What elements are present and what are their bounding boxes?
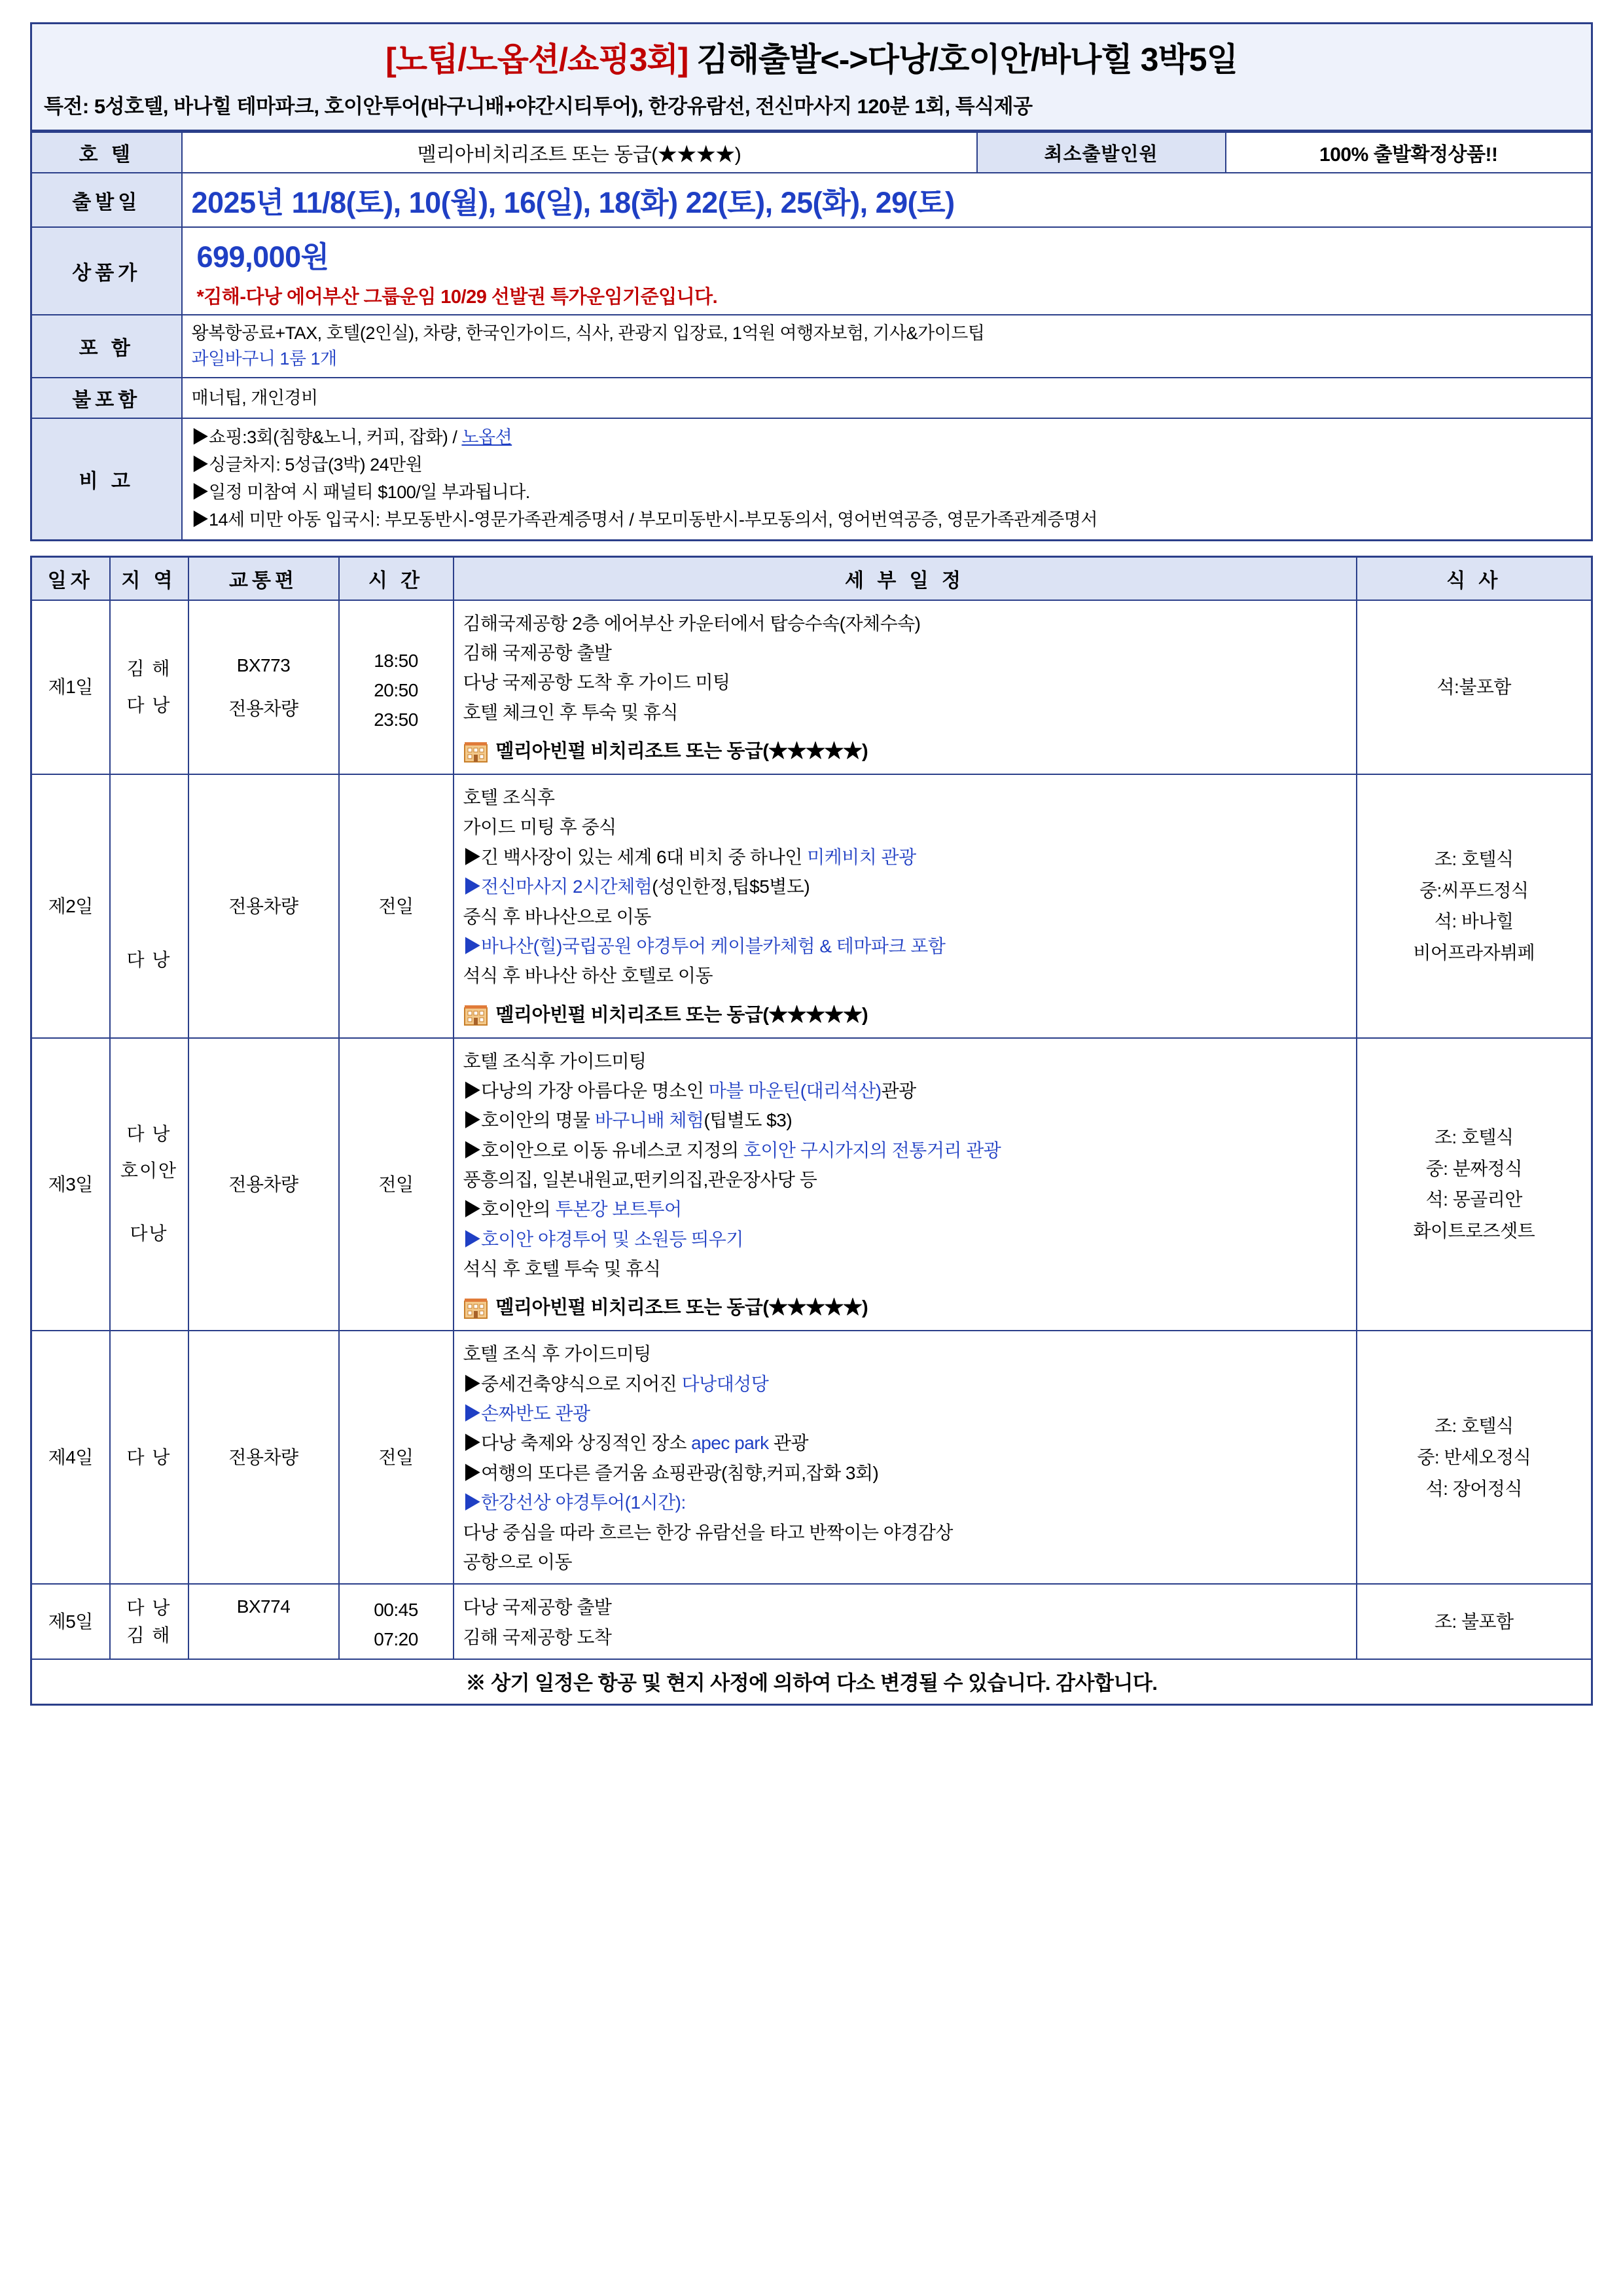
day1-area-2: 다 낭 [126,694,171,715]
min-people-label: 최소출발인원 [977,132,1226,173]
day5-time-2: 07:20 [374,1629,418,1650]
day1-meal-1: 석:불포함 [1436,677,1511,698]
day2-detail-7: 석식 후 바나산 하산 호텔로 이동 [463,965,713,986]
day2-areas [110,774,188,1037]
day3-area-1: 다 낭 [126,1124,171,1145]
table-row-footer [31,1659,1592,1705]
excluded-label: 불포함 [31,378,182,418]
day2-meal-3: 석: 바나힐 [1434,911,1514,932]
table-row-included [31,315,1592,378]
excluded-value: 매너팁, 개인경비 [182,378,1592,418]
col-day: 일자 [31,556,110,600]
day1-transport-2: 전용차량 [228,698,298,719]
day3-meals [1357,1038,1592,1331]
hotel-icon [463,1004,488,1026]
day1-detail-3: 다낭 국제공항 도착 후 가이드 미팅 [463,672,730,693]
day1-hotel-row [463,736,1349,767]
remark-item-2: ▶싱글차지: 5성급(3박) 24만원 [191,455,423,475]
col-time: 시 간 [339,556,454,600]
day2-area-1: 다 낭 [126,949,171,970]
day2-meal-1: 조: 호텔식 [1434,849,1514,870]
product-info-table [30,132,1593,541]
table-row [31,1584,1592,1659]
day2-meals [1357,774,1592,1037]
day4-area-1: 다 낭 [126,1446,171,1467]
day4-detail-1: 호텔 조식 후 가이드미팅 [463,1344,651,1365]
day3-time: 전일 [339,1038,454,1331]
table-row [31,774,1592,1037]
day3-label: 제3일 [31,1038,110,1331]
day1-transport [188,600,339,774]
day3-detail-4: ▶호이안으로 이동 유네스코 지정의 호이안 구시가지의 전통거리 관광 [463,1139,1001,1160]
day5-meal-1: 조: 불포함 [1434,1611,1514,1632]
day5-detail-1: 다낭 국제공항 출발 [463,1597,612,1618]
page-title [44,33,1579,81]
day2-detail-4: ▶전신마사지 2시간체험(성인한정,팁$5별도) [463,876,810,897]
day4-detail-4: ▶다낭 축제와 상징적인 장소 apec park 관광 [463,1433,809,1454]
day2-detail-3: ▶긴 백사장이 있는 세계 6대 비치 중 하나인 미케비치 관광 [463,846,916,867]
day2-label: 제2일 [31,774,110,1037]
day5-time-1: 00:45 [374,1600,418,1621]
itinerary-header-row [31,556,1592,600]
day4-meal-2: 중: 반세오정식 [1417,1447,1531,1468]
day3-hotel-row [463,1293,1349,1323]
day3-detail-8: 석식 후 호텔 투숙 및 휴식 [463,1259,661,1280]
day1-area-1: 김 해 [126,658,171,679]
day4-details [454,1331,1357,1584]
table-row-price [31,227,1592,315]
day3-detail-3: ▶호이안의 명물 바구니배 체험(팁별도 $3) [463,1110,793,1131]
day1-details [454,600,1357,774]
day2-detail-1: 호텔 조식후 [463,787,555,808]
hotel-value: 멜리아비치리조트 또는 동급(★★★★) [182,132,977,173]
day4-time: 전일 [339,1331,454,1584]
table-row [31,1038,1592,1331]
footer-note: ※ 상기 일정은 항공 및 현지 사정에 의하여 다소 변경될 수 있습니다. 감사합니다. [31,1659,1592,1705]
included-line-1: 왕복항공료+TAX, 호텔(2인실), 차량, 한국인가이드, 식사, 관광지 입장료, 1억원 여행자보험, 기사&가이드팁 [191,323,985,343]
day2-time: 전일 [339,774,454,1037]
day2-detail-5: 중식 후 바나산으로 이동 [463,906,651,927]
day2-hotel-name: 멜리아빈펄 비치리조트 또는 동급(★★★★★) [495,1004,868,1026]
day3-areas [110,1038,188,1331]
price-label: 상품가 [31,227,182,315]
day3-meal-1: 조: 호텔식 [1434,1127,1514,1148]
day5-meals [1357,1584,1592,1659]
day1-time-2: 20:50 [374,679,418,700]
day4-meal-1: 조: 호텔식 [1434,1416,1514,1437]
day3-detail-6: ▶호이안의 투본강 보트투어 [463,1199,682,1220]
itinerary-table [30,556,1593,1706]
table-row-hotel [31,132,1592,173]
day4-detail-3: ▶손짜반도 관광 [463,1403,590,1424]
day3-area-3: 다낭 [130,1223,168,1244]
day4-detail-5: ▶여행의 또다른 즐거움 쇼핑관광(침향,커피,잡화 3회) [463,1462,879,1483]
table-row-remarks [31,418,1592,540]
day4-detail-2: ▶중세건축양식으로 지어진 다낭대성당 [463,1373,769,1394]
day3-transport: 전용차량 [188,1038,339,1331]
day5-times [339,1584,454,1659]
day1-meals [1357,600,1592,774]
day3-meal-3: 석: 몽골리안 [1425,1189,1522,1210]
day3-detail-5: 풍흥의집, 일본내원교,떤키의집,관운장사당 등 [463,1169,817,1190]
day5-transport: BX774 [188,1584,339,1659]
day1-label: 제1일 [31,600,110,774]
feature-line [44,90,1579,119]
hotel-icon [463,741,488,763]
day5-area-1: 다 낭 [126,1597,171,1618]
day2-meal-4: 비어프라자뷔페 [1413,942,1535,963]
day3-detail-1: 호텔 조식후 가이드미팅 [463,1050,647,1071]
day1-times [339,600,454,774]
col-transport: 교통편 [188,556,339,600]
day5-areas [110,1584,188,1659]
day3-detail-2: ▶다낭의 가장 아름다운 명소인 마블 마운틴(대리석산)관광 [463,1080,916,1101]
day3-meal-4: 화이트로즈셋트 [1413,1221,1535,1242]
day3-hotel-name: 멜리아빈펄 비치리조트 또는 동급(★★★★★) [495,1297,868,1319]
day4-meal-3: 석: 장어정식 [1425,1478,1522,1499]
table-row [31,600,1592,774]
included-cell [182,315,1592,378]
remark-item-1 [192,424,1582,452]
day5-detail-2: 김해 국제공항 도착 [463,1626,612,1647]
day1-detail-2: 김해 국제공항 출발 [463,643,612,664]
day5-area-2: 김 해 [126,1624,171,1645]
col-area: 지 역 [110,556,188,600]
day1-detail-4: 호텔 체크인 후 투숙 및 휴식 [463,702,678,723]
table-row-departure [31,173,1592,227]
day1-time-1: 18:50 [374,651,418,672]
day1-transport-1: BX773 [236,655,291,676]
remarks-cell [182,418,1592,540]
departure-dates: 2025년 11/8(토), 10(월), 16(일), 18(화) 22(토), 25(화), 29(토) [182,173,1592,227]
price-note: *김해-다낭 에어부산 그룹운임 10/29 선발권 특가운임기준입니다. [196,287,718,308]
price-value: 699,000원 [196,240,329,274]
remark-item-3: ▶일정 미참여 시 패널티 $100/일 부과됩니다. [191,482,530,502]
day2-meal-2: 중:씨푸드정식 [1419,880,1529,901]
day4-areas [110,1331,188,1584]
day1-areas [110,600,188,774]
remarks-label: 비 고 [31,418,182,540]
day2-detail-6: ▶바나산(힐)국립공원 야경투어 케이블카체험 & 테마파크 포함 [463,935,946,956]
departure-label: 출발일 [31,173,182,227]
day2-hotel-row [463,1000,1349,1031]
title-main: 김해출발<->다낭/호이안/바나힐 3박5일 [696,41,1238,78]
day3-area-2: 호이안 [120,1160,178,1181]
price-cell [182,227,1592,315]
remark-1-highlight: 노옵션 [461,427,512,448]
table-row-excluded [31,378,1592,418]
day4-detail-7: 다낭 중심을 따라 흐르는 한강 유람선을 타고 반짝이는 야경감상 [463,1522,953,1543]
day2-detail-2: 가이드 미팅 후 중식 [463,817,616,838]
hotel-icon [463,1297,488,1319]
day5-details [454,1584,1357,1659]
day1-time-3: 23:50 [374,709,418,730]
included-label: 포 함 [31,315,182,378]
header-box [30,22,1593,132]
hotel-label: 호 텔 [31,132,182,173]
day2-transport: 전용차량 [188,774,339,1037]
day4-label: 제4일 [31,1331,110,1584]
col-meals: 식 사 [1357,556,1592,600]
day3-detail-7: ▶호이안 야경투어 및 소원등 띄우기 [463,1229,743,1249]
remark-1-text: ▶쇼핑:3회(침향&노니, 커피, 잡화) / [191,427,462,448]
title-tag: [노팁/노옵션/쇼핑3회] [385,41,688,78]
day1-detail-1: 김해국제공항 2층 에어부산 카운터에서 탑승수속(자체수속) [463,613,921,634]
day3-meal-2: 중: 분짜정식 [1425,1158,1522,1179]
day4-transport: 전용차량 [188,1331,339,1584]
day1-hotel-name: 멜리아빈펄 비치리조트 또는 동급(★★★★★) [495,741,868,762]
included-line-2: 과일바구니 1룸 1개 [191,349,337,369]
feature-label: 특전: [44,95,89,118]
table-row [31,1331,1592,1584]
col-details: 세 부 일 정 [454,556,1357,600]
day5-label: 제5일 [31,1584,110,1659]
feature-text: 5성호텔, 바나힐 테마파크, 호이안투어(바구니배+야간시티투어), 한강유람선, 전신마사지 120분 1회, 특식제공 [94,95,1033,118]
day2-details [454,774,1357,1037]
day4-meals [1357,1331,1592,1584]
confirm-badge: 100% 출발확정상품!! [1226,132,1592,173]
remark-item-4: ▶14세 미만 아동 입국시: 부모동반시-영문가족관계증명서 / 부모미동반시-부모동의서, 영어번역공증, 영문가족관계증명서 [191,509,1097,529]
day4-detail-8: 공항으로 이동 [463,1551,573,1572]
day3-details [454,1038,1357,1331]
day4-detail-6: ▶한강선상 야경투어(1시간): [463,1492,686,1513]
